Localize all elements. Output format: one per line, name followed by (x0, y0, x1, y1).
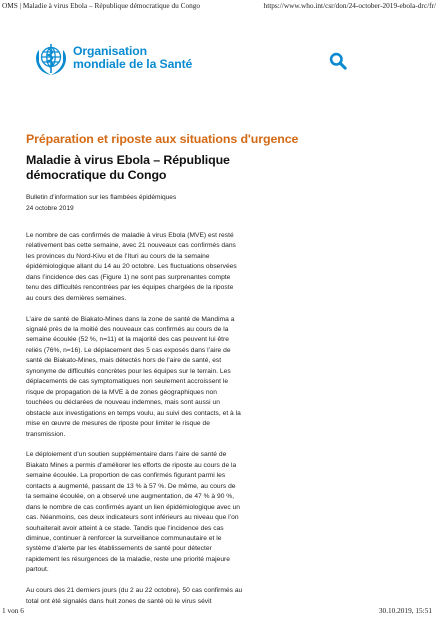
logo-text (73, 45, 192, 71)
article-paragraph (26, 586, 280, 607)
paragraph-line: contacts a augmenté, passant de 13 % à 57 %. De même, au cours de (26, 482, 236, 490)
paragraph-line: touchées ou déclarées de nouveau indemnes, mais sont aussi un (26, 399, 220, 407)
paragraph-line: semaine écoulée. La proportion de cas confirmés figurant parmi les (26, 472, 226, 480)
paragraph-line: obstacle aux investigations en temps voulu, au suivi des contacts, et à la (26, 409, 241, 417)
paragraph-line: reliés (76%, n=16). Le déplacement des 5 cas exposés dans l’aire de (26, 346, 231, 354)
print-page-number: 1 von 6 (2, 606, 24, 615)
publication-date: 24 octobre 2019 (26, 204, 74, 212)
paragraph-line: Au cours des 21 derniers jours (du 2 au 22 octobre), 50 cas confirmés au (26, 587, 243, 595)
print-datetime: 30.10.2019, 15:51 (378, 606, 432, 615)
paragraph-line: cas. Néanmoins, ces deux indicateurs sont inférieurs au niveau que l’on (26, 514, 239, 522)
section-title[interactable]: Préparation et riposte aux situations d'urgence (26, 132, 299, 146)
paragraph-line: mise en œuvre de mesures de riposte pour limiter le risque de (26, 420, 210, 428)
paragraph-line: les provinces du Nord-Kivu et de l’Ituri au cours de la semaine (26, 252, 210, 260)
search-icon (329, 52, 347, 70)
article-paragraph (26, 315, 280, 440)
print-page-title: OMS | Maladie à virus Ebola – République démocratique du Congo (2, 1, 201, 10)
paragraph-line: système d’alerte par les établissements de santé pour détecter (26, 545, 212, 553)
paragraph-line: semaine écoulée (52 %, n=11) et la majorité des cas peuvent lui être (26, 336, 229, 344)
paragraph-line: relativement bas cette semaine, avec 21 nouveaux cas confirmés dans (26, 242, 236, 250)
paragraph-line: Le déploiement d’un soutien supplémentaire dans l’aire de santé de (26, 451, 227, 459)
article (26, 132, 299, 618)
paragraph-line: tenu des difficultés rencontrées par les équipes chargées de la riposte (26, 284, 234, 292)
paragraph-line: Le nombre de cas confirmés de maladie à virus Ebola (MVE) est resté (26, 232, 234, 239)
paragraph-line: au cours des dernières semaines. (26, 294, 127, 302)
paragraph-line: L’aire de santé de Biakato-Mines dans la zone de santé de Mandima a (26, 315, 235, 323)
page-title (26, 153, 280, 183)
paragraph-line: santé de Biakato-Mines, mais détectés hors de l’aire de santé, est (26, 357, 222, 365)
article-body (26, 231, 280, 607)
paragraph-line: total ont été signalés dans huit zones de santé où le virus sévit (26, 597, 212, 605)
article-paragraph (26, 450, 280, 575)
paragraph-line: partout. (26, 566, 49, 574)
paragraph-line: synonyme de difficultés concrètes pour les équipes sur le terrain. Les (26, 367, 231, 375)
search-button[interactable] (329, 52, 347, 70)
paragraph-line: souhaiterait avoir atteint à ce stade. Tandis que l’incidence des cas (26, 524, 224, 532)
paragraph-line: signalé près de la moitié des nouveaux cas confirmés au cours de la (26, 326, 229, 334)
paragraph-line: déplacements de cas symptomatiques non seulement accroissent le (26, 378, 229, 386)
paragraph-line: transmission. (26, 430, 66, 438)
paragraph-line: diminue, continuer à renforcer la surveillance communautaire et le (26, 535, 222, 543)
print-header (0, 0, 438, 12)
article-paragraph (26, 231, 280, 304)
who-logo[interactable] (33, 40, 193, 80)
who-emblem-icon (33, 40, 69, 78)
print-footer (0, 606, 438, 618)
print-page-url: https://www.who.int/csr/don/24-october-2019-ebola-drc/fr/ (263, 1, 436, 10)
paragraph-line: dans l’incidence des cas (Figure 1) ne sont pas surprenantes compte (26, 273, 231, 281)
page-title-line-1: Maladie à virus Ebola – République (26, 153, 230, 167)
page-title-line-2: démocratique du Congo (26, 168, 167, 182)
bulletin-label: Bulletin d’information sur les flambées épidémiques (26, 194, 177, 201)
paragraph-line: rapidement les résurgences de la maladie, reste une priorité majeure (26, 555, 231, 563)
logo-line-2: mondiale de la Santé (73, 57, 193, 71)
paragraph-line: Biakato Mines a permis d’améliorer les efforts de riposte au cours de la (26, 461, 237, 469)
paragraph-line: risque de propagation de la MVE à de zones géographiques non (26, 388, 217, 396)
paragraph-line: la semaine écoulée, on a observé une augmentation, de 47 % à 90 %, (26, 493, 235, 501)
paragraph-line: dans le nombre de cas confirmés ayant un lien épidémiologique avec un (26, 503, 241, 511)
logo-line-1: Organisation (73, 44, 147, 58)
paragraph-line: épidémiologique allant du 14 au 20 octobre. Les fluctuations observées (26, 263, 237, 271)
